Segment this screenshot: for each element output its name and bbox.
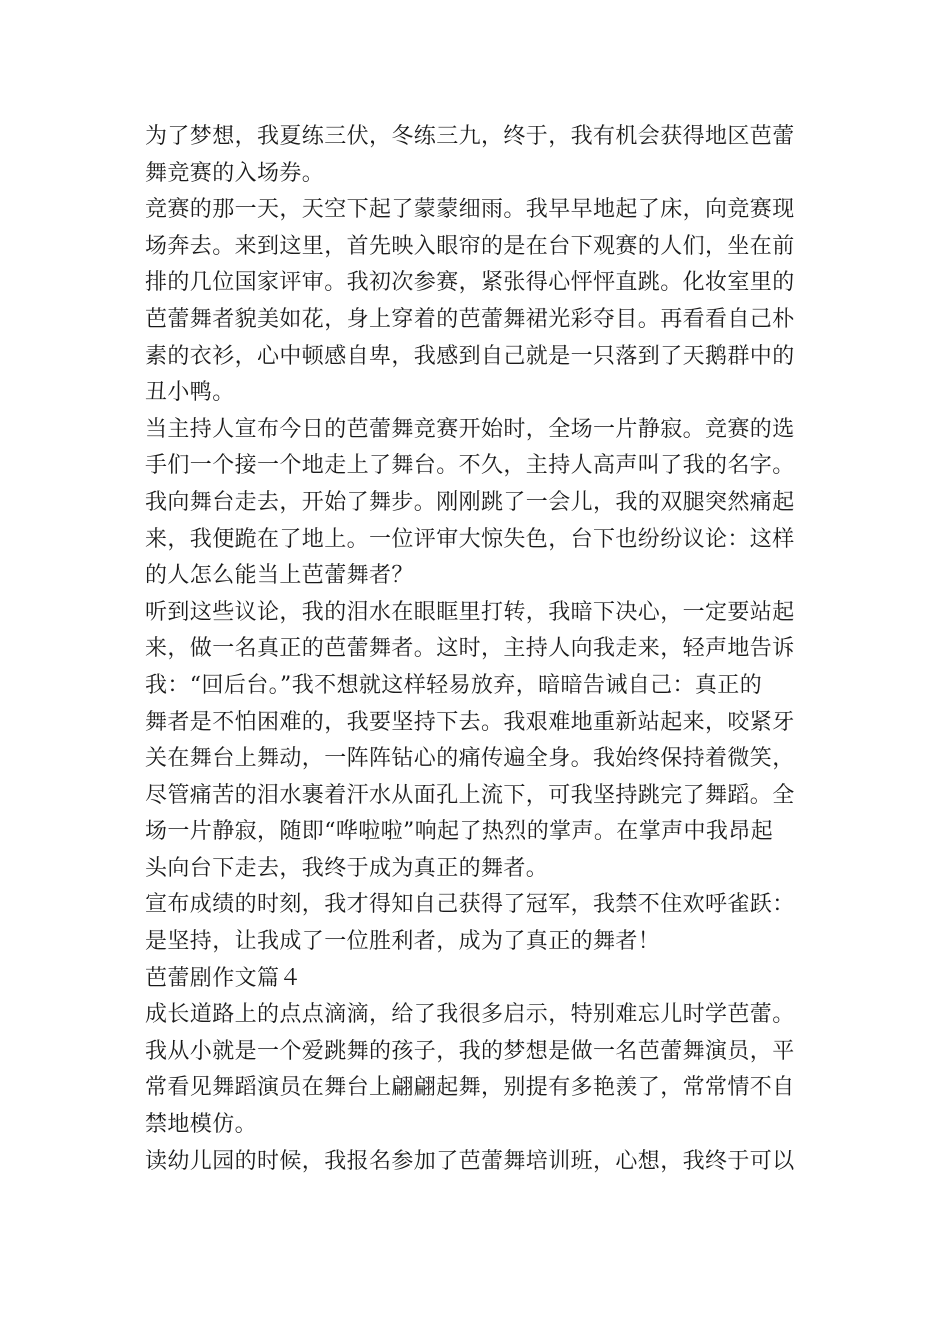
text-line: 排的几位国家评审。我初次参赛，紧张得心怦怦直跳。化妆室里的 (145, 270, 795, 296)
text-line: 听到这些议论，我的泪水在眼眶里打转，我暗下决心，一定要站起 (145, 599, 795, 625)
text-line: 当主持人宣布今日的芭蕾舞竞赛开始时，全场一片静寂。竞赛的选 (145, 416, 795, 442)
text-line: 舞竞赛的入场券。 (145, 160, 325, 186)
text-line: 来，做一名真正的芭蕾舞者。这时，主持人向我走来，轻声地告诉 (145, 636, 795, 662)
text-line: 宣布成绩的时刻，我才得知自己获得了冠军，我禁不住欢呼雀跃： (145, 892, 795, 918)
text-line: 禁地模仿。 (145, 1112, 258, 1138)
text-line: 为了梦想，我夏练三伏，冬练三九，终于，我有机会获得地区芭蕾 (145, 124, 795, 149)
text-line: 来，我便跪在了地上。一位评审大惊失色，台下也纷纷议论：这样 (145, 526, 795, 552)
text-line: 场奔去。来到这里，首先映入眼帘的是在台下观赛的人们，坐在前 (145, 233, 795, 259)
text-line: 常看见舞蹈演员在舞台上翩翩起舞，别提有多艳羡了，常常情不自 (145, 1075, 795, 1101)
text-line: 的人怎么能当上芭蕾舞者？ (145, 563, 414, 589)
text-line: 场一片静寂，随即“哗啦啦”响起了热烈的掌声。在掌声中我昂起 (145, 819, 774, 845)
text-line: 头向台下走去，我终于成为真正的舞者。 (145, 855, 549, 881)
text-line: 我：“回后台。”我不想就这样轻易放弃，暗暗告诫自己：真正的 (145, 672, 763, 698)
text-line: 芭蕾舞者貌美如花，身上穿着的芭蕾舞裙光彩夺目。再看看自己朴 (145, 306, 795, 332)
text-line: 尽管痛苦的泪水裹着汗水从面孔上流下，可我坚持跳完了舞蹈。全 (145, 782, 795, 808)
text-line: 我从小就是一个爱跳舞的孩子，我的梦想是做一名芭蕾舞演员，平 (145, 1038, 795, 1064)
article-body (145, 119, 805, 1180)
text-line: 舞者是不怕困难的，我要坚持下去。我艰难地重新站起来，咬紧牙 (145, 709, 795, 735)
text-line: 素的衣衫，心中顿感自卑，我感到自己就是一只落到了天鹅群中的 (145, 343, 795, 369)
text-line: 竞赛的那一天，天空下起了蒙蒙细雨。我早早地起了床，向竞赛现 (145, 197, 795, 223)
text-line: 关在舞台上舞动，一阵阵钻心的痛传遍全身。我始终保持着微笑， (145, 746, 795, 772)
text-line: 丑小鸭。 (145, 380, 235, 406)
text-line: 读幼儿园的时候，我报名参加了芭蕾舞培训班，心想，我终于可以 (145, 1148, 795, 1174)
text-line: 成长道路上的点点滴滴，给了我很多启示，特别难忘儿时学芭蕾。 (145, 1002, 795, 1028)
text-line: 我向舞台走去，开始了舞步。刚刚跳了一会儿，我的双腿突然痛起 (145, 489, 795, 515)
text-line: 手们一个接一个地走上了舞台。不久，主持人高声叫了我的名字。 (145, 453, 795, 479)
text-line: 是坚持，让我成了一位胜利者，成为了真正的舞者！ (145, 929, 661, 955)
section-heading: 芭蕾剧作文篇４ (145, 965, 302, 991)
